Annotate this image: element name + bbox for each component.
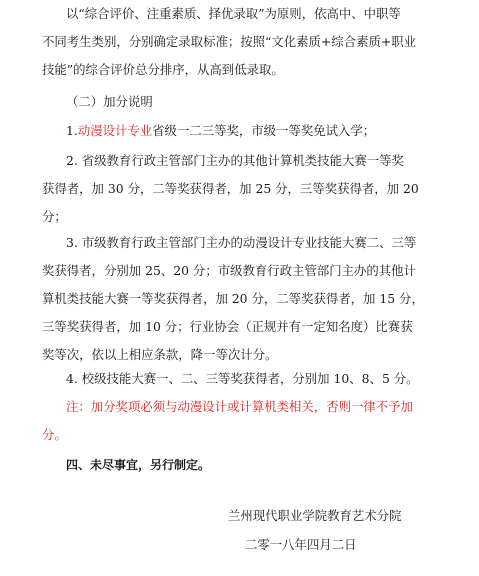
item1-highlight: 动漫设计专业 [77, 123, 153, 138]
item1-number: 1. [66, 123, 78, 138]
item3-line3: 算机类技能大赛一等奖获得者，加 20 分，二等奖获得者，加 15 分， [42, 291, 424, 306]
para1-line2: 不同考生类别，分别确定录取标准；按照“文化素质+综合素质+职业 [42, 34, 417, 49]
item4: 4. 校级技能大赛一、二、三等奖获得者，分别加 10、8、5 分。 [66, 371, 419, 386]
item3-line1: 3. 市级教育行政主管部门主办的动漫设计专业技能大赛二、三等 [66, 235, 417, 250]
item3-line4: 三等奖获得者，加 10 分；行业协会（正规并有一定知名度）比赛获 [42, 319, 413, 334]
signature-org: 兰州现代职业学院教育艺术分院 [228, 508, 402, 523]
section4: 四、未尽事宜，另行制定。 [66, 458, 211, 472]
para1-line3: 技能”的综合评价总分排序，从高到低录取。 [42, 62, 284, 77]
item3-line5: 奖等次，依以上相应条款，降一等次计分。 [42, 347, 278, 362]
signature-date: 二零一八年四月二日 [245, 537, 357, 552]
note-line2: 分。 [42, 427, 67, 442]
item2-line1: 2. 省级教育行政主管部门主办的其他计算机类技能大赛一等奖 [66, 153, 404, 168]
item3-line2: 奖获得者，分别加 25、20 分；市级教育行政主管部门主办的其他计 [42, 263, 416, 278]
item2-line3: 分； [42, 209, 67, 224]
item1-rest: 省级一二三等奖，市级一等奖免试入学； [152, 123, 376, 138]
note-line1: 注：加分奖项必须与动漫设计或计算机类相关，否则一律不予加 [66, 399, 413, 414]
item2-line2: 获得者，加 30 分，二等奖获得者，加 25 分，三等奖获得者，加 20 [42, 181, 419, 196]
section2-title: （二）加分说明 [66, 94, 153, 109]
para1-line1: 以“综合评价、注重素质、择优录取”为原则，依高中、中职等 [66, 6, 401, 21]
item1 [66, 123, 375, 139]
